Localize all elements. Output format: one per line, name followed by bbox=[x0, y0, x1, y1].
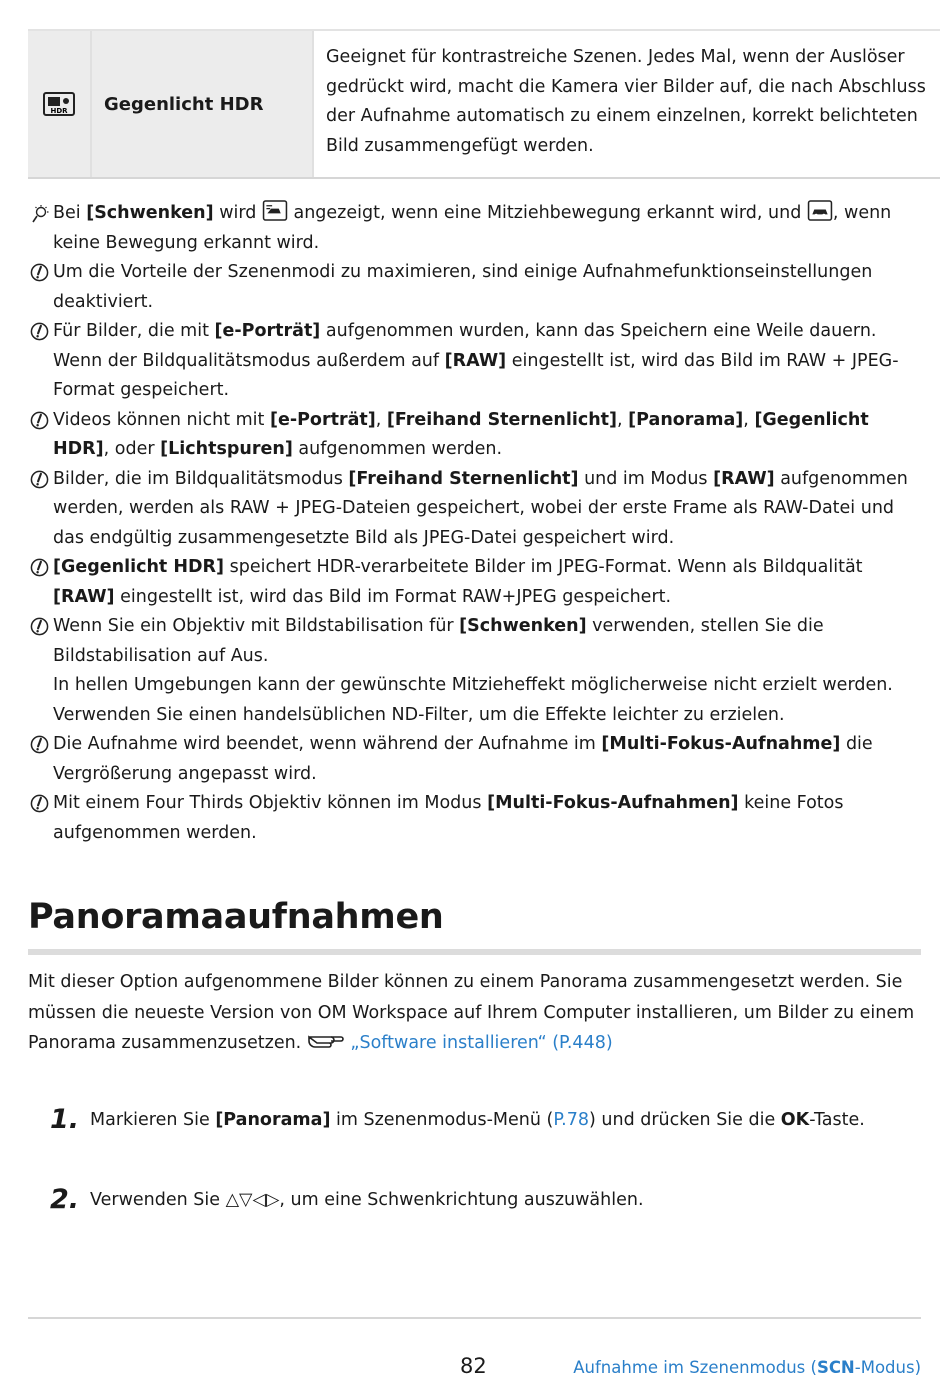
text-run: im Szenenmodus-Menü ( bbox=[330, 1109, 554, 1130]
step-1 bbox=[50, 1104, 920, 1135]
caution-icon bbox=[30, 263, 49, 282]
bold-term: [Gegenlicht HDR] bbox=[53, 557, 225, 577]
scene-mode-table-row bbox=[28, 29, 940, 179]
footer-section-title[interactable] bbox=[573, 1358, 921, 1377]
reference-hand-icon bbox=[307, 1033, 351, 1053]
bold-term: [Multi-Fokus-Aufnahme] bbox=[601, 734, 841, 754]
caution-icon bbox=[30, 470, 49, 489]
caution-icon bbox=[30, 794, 49, 813]
note-item bbox=[28, 317, 918, 406]
bold-term: [Freihand Sternenlicht] bbox=[386, 409, 618, 430]
notes-list bbox=[28, 199, 918, 848]
note-item bbox=[28, 730, 918, 789]
tip-icon bbox=[30, 204, 49, 223]
caution-icon bbox=[30, 558, 49, 577]
text-run: Verwenden Sie bbox=[90, 1189, 226, 1210]
panning-detected-icon bbox=[262, 203, 288, 223]
text-run: , bbox=[375, 409, 387, 430]
bold-term: [Schwenken] bbox=[86, 203, 214, 223]
text-run: Bei bbox=[53, 203, 87, 223]
note-item bbox=[28, 465, 918, 554]
section-intro bbox=[28, 967, 918, 1059]
bold-term: [Lichtspuren] bbox=[160, 439, 293, 459]
text-run: Bilder, die im Bildqualitätsmodus bbox=[53, 468, 349, 489]
text-run: , wenn keine Bewegung erkannt wird. bbox=[53, 203, 892, 253]
step-text bbox=[90, 1110, 865, 1130]
text-run: eingestellt ist, wird das Bild im Format RAW+JPEG gespeichert. bbox=[114, 586, 672, 607]
bold-term: [Schwenken] bbox=[459, 616, 587, 636]
page-reference-link[interactable]: P.78 bbox=[553, 1109, 589, 1130]
bold-term: [Multi-Fokus-Aufnahmen] bbox=[487, 793, 739, 813]
text-run: wird bbox=[213, 203, 262, 223]
caution-icon bbox=[30, 735, 49, 754]
text-run: , um eine Schwenkrichtung auszuwählen. bbox=[279, 1189, 644, 1210]
bold-term: [Freihand Sternenlicht] bbox=[348, 468, 579, 489]
text-run: aufgenommen werden. bbox=[292, 439, 503, 459]
text-run: △▽◁▷ bbox=[225, 1189, 280, 1210]
text-run: Für Bilder, die mit bbox=[53, 321, 215, 341]
caution-icon bbox=[30, 411, 49, 430]
text-run: angezeigt, wenn eine Mitziehbewegung erkannt wird, und bbox=[287, 203, 807, 223]
footer-section-post: -Modus) bbox=[854, 1358, 921, 1377]
note-item bbox=[28, 258, 918, 317]
bold-term: [RAW] bbox=[444, 350, 507, 371]
bold-term: [e-Porträt] bbox=[214, 321, 321, 341]
text-run: , oder bbox=[103, 439, 161, 459]
scene-mode-name: Gegenlicht HDR bbox=[92, 31, 314, 177]
bold-term: [Panorama] bbox=[628, 409, 744, 430]
bold-term: [e-Porträt] bbox=[269, 409, 376, 430]
text-run: Wenn Sie ein Objektiv mit Bildstabilisation für bbox=[53, 616, 460, 636]
text-run: , bbox=[617, 409, 629, 430]
text-run: Markieren Sie bbox=[90, 1109, 216, 1130]
page-number: 82 bbox=[460, 1354, 487, 1378]
footer-section-code: SCN bbox=[816, 1358, 855, 1377]
text-run: speichert HDR-verarbeitete Bilder im JPEG-Format. Wenn als Bildqualität bbox=[224, 557, 863, 577]
software-install-link[interactable]: „Software installieren“ (P.448) bbox=[350, 1033, 613, 1053]
text-run: und im Modus bbox=[578, 468, 714, 489]
text-run: Um die Vorteile der Szenenmodi zu maximieren, sind einige Aufnahmefunktionseinstellungen deaktiviert. bbox=[53, 262, 873, 312]
bold-term: [RAW] bbox=[53, 586, 115, 607]
note-item bbox=[28, 553, 918, 612]
note-item bbox=[28, 789, 918, 848]
section-heading: Panoramaaufnahmen bbox=[28, 897, 444, 937]
caution-icon bbox=[30, 617, 49, 636]
step-number: 2. bbox=[50, 1184, 80, 1215]
step-number: 1. bbox=[50, 1104, 80, 1135]
bold-term: [Panorama] bbox=[215, 1109, 331, 1130]
text-run: Die Aufnahme wird beendet, wenn während der Aufnahme im bbox=[53, 734, 602, 754]
heading-rule bbox=[28, 949, 921, 955]
text-run: Mit einem Four Thirds Objektiv können im Modus bbox=[53, 793, 488, 813]
text-run: ) und drücken Sie die bbox=[589, 1109, 781, 1130]
step-text bbox=[90, 1190, 644, 1210]
text-run: In hellen Umgebungen kann der gewünschte Mitzieheffekt möglicherweise nicht erzielt werden. Verwenden Sie einen handelsüblichen ND-Filter, um die Effekte leichter zu erzielen. bbox=[53, 675, 893, 725]
backlight-hdr-icon bbox=[42, 91, 76, 117]
bold-term: OK bbox=[780, 1109, 810, 1130]
caution-icon bbox=[30, 322, 49, 341]
step-2 bbox=[50, 1184, 920, 1215]
note-item bbox=[28, 199, 918, 258]
text-run: keine Fotos aufgenommen werden. bbox=[53, 793, 844, 843]
footer-rule bbox=[28, 1317, 921, 1319]
footer-section-pre: Aufnahme im Szenenmodus ( bbox=[573, 1358, 817, 1377]
scene-mode-description: Geeignet für kontrastreiche Szenen. Jedes Mal, wenn der Auslöser gedrückt wird, macht die Kamera vier Bilder auf, die nach Abschluss der Aufnahme automatisch zu einem einzelnen, korrekt belichteten Bild zusammengefügt werden. bbox=[326, 47, 926, 156]
text-run: die Vergrößerung angepasst wird. bbox=[53, 734, 873, 784]
panning-not-detected-icon bbox=[807, 203, 833, 223]
bold-term: [RAW] bbox=[713, 468, 775, 489]
note-item bbox=[28, 406, 918, 465]
svg-text:HDR: HDR bbox=[50, 107, 68, 115]
text-run: -Taste. bbox=[809, 1109, 865, 1130]
text-run: verwenden, stellen Sie die Bildstabilisation auf Aus. bbox=[53, 616, 824, 666]
intro-text: Mit dieser Option aufgenommene Bilder können zu einem Panorama zusammengesetzt werden. Sie müssen die neueste Version von OM Workspace auf Ihrem Computer installieren, um Bilder zu einem Panorama zusammenzusetzen. bbox=[28, 972, 915, 1053]
text-run: , bbox=[743, 409, 755, 430]
text-run: aufgenommen werden, werden als RAW + JPEG-Dateien gespeichert, wobei der erste Frame als RAW-Datei und das endgültig zusammengesetzte Bild als JPEG-Datei gespeichert wird. bbox=[53, 468, 908, 548]
bold-term: [Gegenlicht HDR] bbox=[53, 409, 869, 459]
text-run: eingestellt ist, wird das Bild im RAW + JPEG-Format gespeichert. bbox=[53, 350, 899, 400]
text-run: Videos können nicht mit bbox=[53, 409, 270, 430]
table-icon-cell bbox=[28, 31, 92, 177]
note-item bbox=[28, 612, 918, 730]
text-run: aufgenommen wurden, kann das Speichern eine Weile dauern. Wenn der Bildqualitätsmodus außerdem auf bbox=[53, 321, 877, 371]
